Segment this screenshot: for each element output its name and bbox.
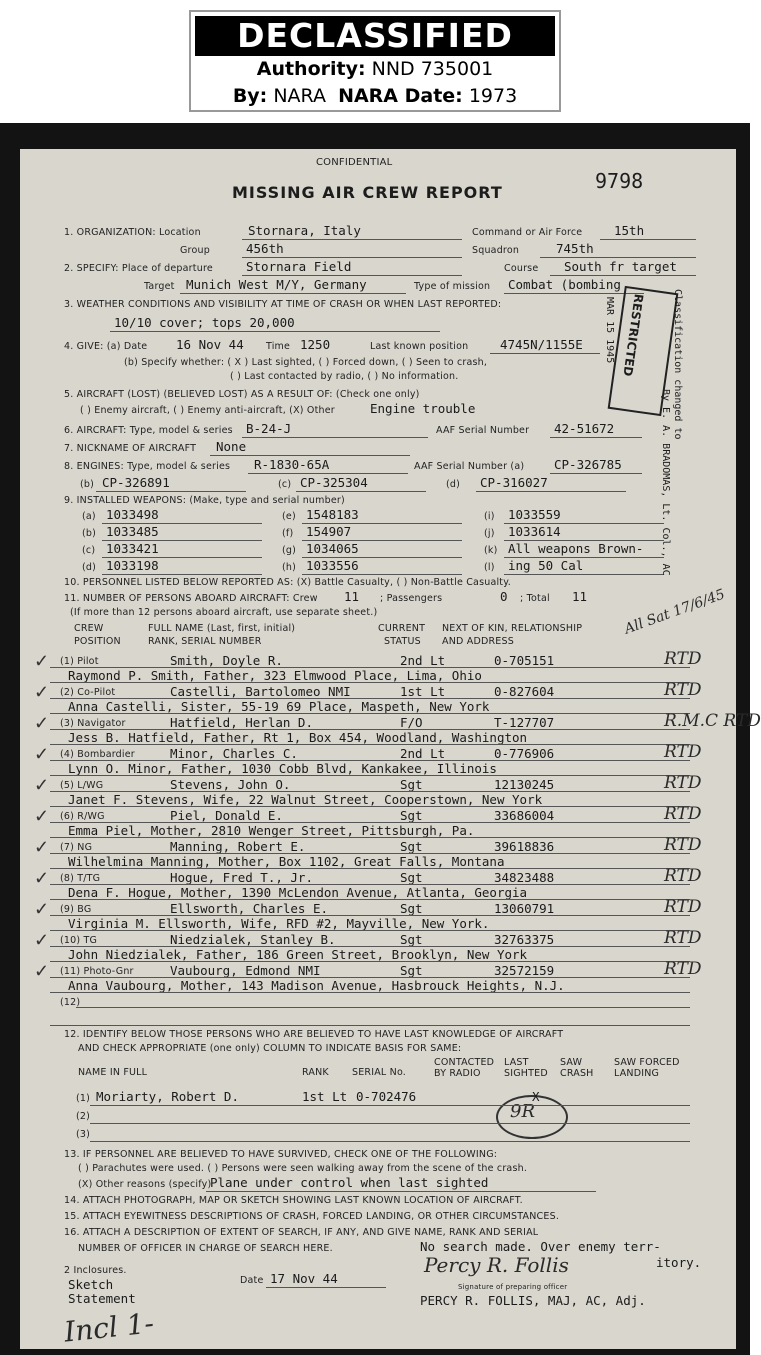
s12-header-radio: CONTACTED BY RADIO [434,1057,495,1079]
s12-row1-serial: 0-702476 [356,1089,417,1104]
crew-position: (11) Photo-Gnr [60,966,134,977]
check-mark-icon: ✓ [34,682,50,703]
crew-rtd-mark: RTD [664,773,702,793]
crew-position: (8) T/TG [60,873,101,884]
crew-position: (4) Bombardier [60,749,135,760]
crew-name: Smith, Doyle R. [170,653,283,668]
crew-position: (7) NG [60,842,93,853]
crew-position: (5) L/WG [60,780,104,791]
crew-name: Minor, Charles C. [170,746,298,761]
crew-next-of-kin: Jess B. Hatfield, Father, Rt 1, Box 454, Woodland, Washington [68,730,528,745]
crew-next-of-kin: John Niedzialek, Father, 186 Green Street, Brooklyn, New York [68,947,528,962]
engine-d-label: (d) [446,479,461,490]
officer-signature: Percy R. Follis [424,1253,569,1277]
check-mark-icon: ✓ [34,868,50,889]
engine-b-label: (b) [80,479,95,490]
crew-rank: Sgt [400,901,423,916]
crew-next-of-kin: Emma Piel, Mother, 2810 Wenger Street, Pittsburgh, Pa. [68,823,475,838]
separate-sheet-note: (If more than 12 persons aboard aircraft, use separate sheet.) [70,607,378,618]
departure-label: 2. SPECIFY: Place of departure [64,263,213,274]
crew-name: Niedzialek, Stanley B. [170,932,336,947]
s12-row1-no: (1) [76,1093,91,1104]
stamp-title: DECLASSIFIED [195,16,555,56]
weather-label: 3. WEATHER CONDITIONS AND VISIBILITY AT TIME OF CRASH OR WHEN LAST REPORTED: [64,299,502,310]
crew-rank: Sgt [400,808,423,823]
identify-line-2: AND CHECK APPROPRIATE (one only) COLUMN TO INDICATE BASIS FOR SAME: [78,1043,462,1054]
s12-header-forced: SAW FORCED LANDING [614,1057,680,1079]
crew-rank: Sgt [400,870,423,885]
crew-rtd-mark: RTD [664,959,702,979]
search-value-1: No search made. Over enemy terr- [420,1239,661,1254]
header-rank-serial: RANK, SERIAL NUMBER [148,636,262,647]
engine-d: CP-316027 [480,475,548,490]
crew-rank: 2nd Lt [400,653,446,668]
s12-header-sighted: LAST SIGHTED [504,1057,548,1079]
crew-serial: 34823488 [494,870,555,885]
target-label: Target [144,281,175,292]
specify-line-1: (b) Specify whether: ( X ) Last sighted, ( ) Forced down, ( ) Seen to crash, [124,357,488,368]
crew-rtd-mark: RTD [664,897,702,917]
specify-line-2: ( ) Last contacted by radio, ( ) No information. [230,371,459,382]
stamp-side-3: MAR 15 1945 [604,297,615,364]
give-date-label: 4. GIVE: (a) Date [64,341,148,352]
s12-row1-rank: 1st Lt [302,1089,348,1104]
departure-value: Stornara Field [246,259,352,274]
enclosure-sketch: Sketch [68,1277,114,1292]
enclosure-statement: Statement [68,1291,136,1306]
report-page [20,149,761,1349]
personnel-reported: 10. PERSONNEL LISTED BELOW REPORTED AS: (X) Battle Casualty, ( ) Non-Battle Casualty. [64,577,511,588]
weapon-label: (d) [82,562,97,573]
check-mark-icon: ✓ [34,961,50,982]
crew-next-of-kin: Anna Vaubourg, Mother, 143 Madison Avenue, Hasbrouck Heights, N.J. [68,978,565,993]
header-position: POSITION [74,636,121,647]
signature-caption: Signature of preparing officer [458,1283,568,1291]
passengers-count: 0 [500,589,508,604]
aircraft-result-label: 5. AIRCRAFT (LOST) (BELIEVED LOST) AS A RESULT OF: (Check one only) [64,389,420,400]
classification-mark: CONFIDENTIAL [316,157,393,168]
crew-rtd-mark: RTD [664,742,702,762]
weapon-label: (i) [484,511,495,522]
weapon-serial: 1033556 [306,558,359,573]
s12-header-name: NAME IN FULL [78,1067,148,1078]
crew-next-of-kin: Raymond P. Smith, Father, 323 Elmwood Place, Lima, Ohio [68,668,482,683]
s12-row3-no: (3) [76,1129,91,1140]
crew-rtd-mark: RTD [664,866,702,886]
header-full-name: FULL NAME (Last, first, initial) [148,623,296,634]
crew-serial: 33686004 [494,808,555,823]
weapon-label: (c) [82,545,96,556]
survived-line-3: (X) Other reasons (specify) [78,1179,212,1190]
footer-date-label: Date [240,1275,264,1286]
weapons-label: 9. INSTALLED WEAPONS: (Make, type and serial number) [64,495,345,506]
give-time: 1250 [300,337,331,352]
crew-serial: 32763375 [494,932,555,947]
stamp-authority: Authority: NND 735001 [256,58,494,80]
aircraft-serial: 42-51672 [554,421,615,436]
crew-rtd-mark: RTD [664,649,702,669]
survived-line-2: ( ) Parachutes were used. ( ) Persons were seen walking away from the scene of the crash. [78,1163,528,1174]
s12-header-serial: SERIAL No. [352,1067,407,1078]
crew-rtd-mark: RTD [664,928,702,948]
crew-rtd-mark: RTD [664,835,702,855]
s12-row1-name: Moriarty, Robert D. [96,1089,239,1104]
engines-label: 8. ENGINES: Type, model & series [64,461,231,472]
officer-printed-name: PERCY R. FOLLIS, MAJ, AC, Adj. [420,1293,646,1308]
crew-rtd-mark: RTD [664,804,702,824]
group-value: 456th [246,241,284,256]
mission-value: Combat (bombing [508,277,621,292]
weapon-label: (h) [282,562,297,573]
weapon-serial: 1033498 [106,507,159,522]
weapon-serial: 154907 [306,524,352,539]
crew-row-12: (12) [60,997,81,1008]
org-label: 1. ORGANIZATION: Location [64,227,201,238]
weapon-serial: 1033559 [508,507,561,522]
stamp-side-2: By E. A. BRADOMAS, Lt. Col., AC [660,389,671,576]
crew-rank: Sgt [400,932,423,947]
check-mark-icon: ✓ [34,651,50,672]
weapon-label: (e) [282,511,296,522]
attach-search-1: 16. ATTACH A DESCRIPTION OF EXTENT OF SEARCH, IF ANY, AND GIVE NAME, RANK AND SERIAL [64,1227,539,1238]
aircraft-result-options: ( ) Enemy aircraft, ( ) Enemy anti-aircraft, (X) Other [80,405,335,416]
crew-position: (10) TG [60,935,98,946]
header-status: STATUS [384,636,421,647]
crew-position: (1) Pilot [60,656,99,667]
weapon-label: (b) [82,528,97,539]
nickname-value: None [216,439,247,454]
scanned-document [0,123,761,1355]
footer-date: 17 Nov 44 [270,1271,338,1286]
weapon-label: (l) [484,562,495,573]
crew-next-of-kin: Lynn O. Minor, Father, 1030 Cobb Blvd, Kankakee, Illinois [68,761,497,776]
crew-name: Hogue, Fred T., Jr. [170,870,313,885]
engine-c: CP-325304 [300,475,368,490]
give-time-label: Time [266,341,291,352]
check-mark-icon: ✓ [34,930,50,951]
report-title: MISSING AIR CREW REPORT [232,183,503,202]
crew-count: 11 [344,589,360,604]
s12-row1-mark: X [532,1089,540,1104]
s12-header-crash: SAW CRASH [560,1057,594,1079]
search-value-2: itory. [656,1255,702,1270]
crew-rtd-mark: RTD [664,680,702,700]
aircraft-type: B-24-J [246,421,292,436]
check-mark-icon: ✓ [34,744,50,765]
weapon-serial: 1033614 [508,524,561,539]
survived-line-1: 13. IF PERSONNEL ARE BELIEVED TO HAVE SURVIVED, CHECK ONE OF THE FOLLOWING: [64,1149,498,1160]
org-location: Stornara, Italy [248,223,361,238]
weapon-rule [302,574,462,575]
group-label: Group [180,245,210,256]
total-label: ; Total [520,593,550,604]
weather-value: 10/10 cover; tops 20,000 [114,315,295,330]
weapon-serial: 1033421 [106,541,159,556]
crew-rank: 1st Lt [400,684,446,699]
attach-photo: 14. ATTACH PHOTOGRAPH, MAP OR SKETCH SHOWING LAST KNOWN LOCATION OF AIRCRAFT. [64,1195,523,1206]
weapon-rule [102,574,262,575]
engines-type: R-1830-65A [254,457,330,472]
weapon-label: (j) [484,528,495,539]
persons-aboard-label: 11. NUMBER OF PERSONS ABOARD AIRCRAFT: Crew [64,593,318,604]
declassified-stamp [189,10,561,112]
command-value: 15th [614,223,645,238]
weapon-serial: 1033198 [106,558,159,573]
crew-serial: 0-827604 [494,684,555,699]
crew-position: (2) Co-Pilot [60,687,116,698]
course-value: South fr target [564,259,677,274]
crew-serial: 12130245 [494,777,555,792]
passengers-label: ; Passengers [380,593,443,604]
crew-position: (9) BG [60,904,92,915]
report-number: 9798 [595,169,644,193]
crew-position: (3) Navigator [60,718,126,729]
position-value: 4745N/1155E [500,337,583,352]
aircraft-serial-label: AAF Serial Number [436,425,530,436]
weapon-label: (f) [282,528,294,539]
weapon-label: (a) [82,511,96,522]
weapon-label: (g) [282,545,297,556]
handwritten-incl: Incl 1- [62,1306,156,1349]
crew-serial: 13060791 [494,901,555,916]
command-label: Command or Air Force [472,227,583,238]
crew-name: Vaubourg, Edmond NMI [170,963,321,978]
weapon-label: (k) [484,545,498,556]
crew-rank: Sgt [400,839,423,854]
crew-serial: 32572159 [494,963,555,978]
survived-other: Plane under control when last sighted [210,1175,489,1190]
crew-name: Manning, Robert E. [170,839,306,854]
stamp-side-1: Classification changed to [672,289,683,440]
identify-line-1: 12. IDENTIFY BELOW THOSE PERSONS WHO ARE BELIEVED TO HAVE LAST KNOWLEDGE OF AIRCRAFT [64,1029,564,1040]
squadron-value: 745th [556,241,594,256]
crew-rtd-mark: R.M.C RTD [664,711,761,731]
engine-c-label: (c) [278,479,292,490]
crew-next-of-kin: Janet F. Stevens, Wife, 22 Walnut Street, Cooperstown, New York [68,792,543,807]
give-date: 16 Nov 44 [176,337,244,352]
crew-next-of-kin: Virginia M. Ellsworth, Wife, RFD #2, Mayville, New York. [68,916,490,931]
circled-text: 9R [510,1101,536,1122]
weapon-serial: 1033485 [106,524,159,539]
crew-serial: 0-705151 [494,653,555,668]
weapon-serial: All weapons Brown- [508,541,644,556]
engine-a: CP-326785 [554,457,622,472]
check-mark-icon: ✓ [34,806,50,827]
attach-eyewitness: 15. ATTACH EYEWITNESS DESCRIPTIONS OF CRASH, FORCED LANDING, OR OTHER CIRCUMSTANCES. [64,1211,560,1222]
aircraft-type-label: 6. AIRCRAFT: Type, model & series [64,425,233,436]
header-address: AND ADDRESS [442,636,514,647]
crew-serial: T-127707 [494,715,555,730]
weapon-serial: 1548183 [306,507,359,522]
crew-name: Piel, Donald E. [170,808,283,823]
handwritten-top-right: All Sat 17/6/45 [622,586,728,638]
weapon-serial: 1034065 [306,541,359,556]
s12-row2-no: (2) [76,1111,91,1122]
crew-serial: 39618836 [494,839,555,854]
aircraft-result-other: Engine trouble [370,401,476,416]
crew-name: Ellsworth, Charles E. [170,901,329,916]
check-mark-icon: ✓ [34,899,50,920]
crew-rank: Sgt [400,777,423,792]
course-label: Course [504,263,539,274]
stamp-by: By: NARA NARA Date: 1973 [232,85,518,107]
target-value: Munich West M/Y, Germany [186,277,367,292]
position-label: Last known position [370,341,469,352]
attach-search-2: NUMBER OF OFFICER IN CHARGE OF SEARCH HERE. [78,1243,333,1254]
nickname-label: 7. NICKNAME OF AIRCRAFT [64,443,197,454]
crew-next-of-kin: Anna Castelli, Sister, 55-19 69 Place, Maspeth, New York [68,699,490,714]
crew-name: Stevens, John O. [170,777,291,792]
restricted-stamp-text: RESTRICTED [620,292,646,378]
crew-next-of-kin: Dena F. Hogue, Mother, 1390 McLendon Avenue, Atlanta, Georgia [68,885,528,900]
crew-rank: Sgt [400,963,423,978]
crew-rank: F/O [400,715,423,730]
weapon-serial: ing 50 Cal [508,558,584,573]
total-count: 11 [572,589,588,604]
weapon-rule [504,574,664,575]
crew-position: (6) R/WG [60,811,105,822]
crew-name: Castelli, Bartolomeo NMI [170,684,351,699]
check-mark-icon: ✓ [34,713,50,734]
engines-serial-label: AAF Serial Number (a) [414,461,525,472]
engine-b: CP-326891 [102,475,170,490]
check-mark-icon: ✓ [34,775,50,796]
crew-serial: 0-776906 [494,746,555,761]
mission-label: Type of mission [414,281,491,292]
header-current: CURRENT [378,623,426,634]
check-mark-icon: ✓ [34,837,50,858]
s12-header-rank: RANK [302,1067,329,1078]
header-next-of-kin: NEXT OF KIN, RELATIONSHIP [442,623,583,634]
crew-name: Hatfield, Herlan D. [170,715,313,730]
squadron-label: Squadron [472,245,520,256]
header-crew: CREW [74,623,104,634]
crew-next-of-kin: Wilhelmina Manning, Mother, Box 1102, Great Falls, Montana [68,854,505,869]
enclosures-count: 2 Inclosures. [64,1265,127,1276]
crew-rank: 2nd Lt [400,746,446,761]
